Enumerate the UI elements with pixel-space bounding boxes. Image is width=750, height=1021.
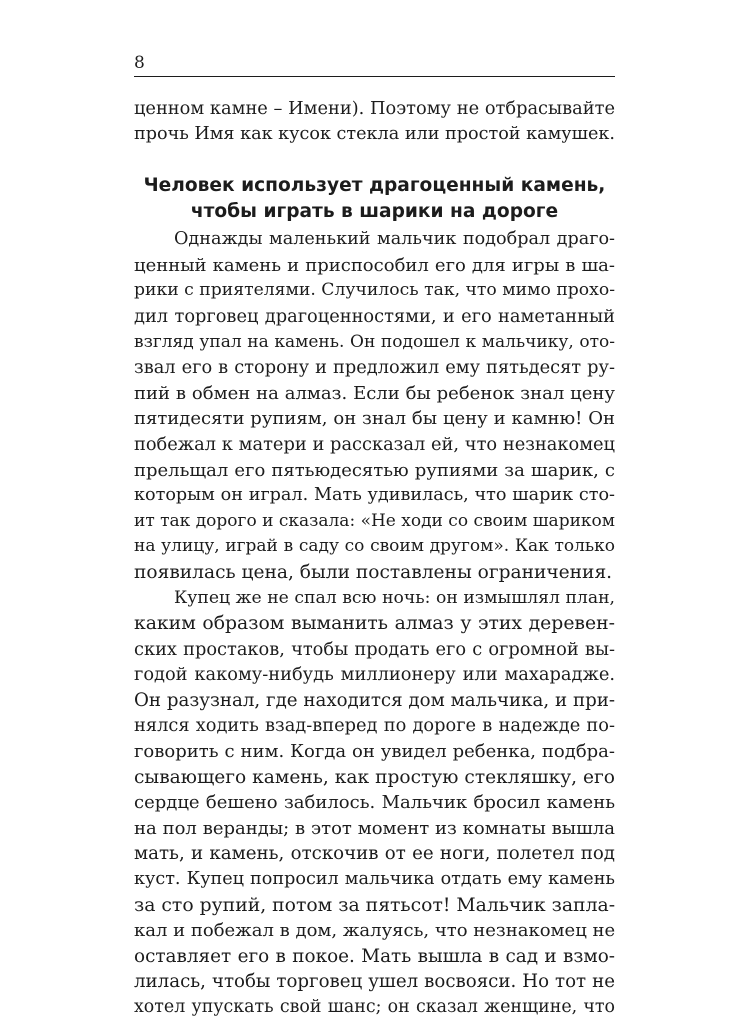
- text-line: на улицу, играй в саду со своим другом». Как только: [134, 536, 615, 557]
- paragraph-2: [134, 586, 615, 1021]
- text-line: сывающего камень, как простую стекляшку, его: [134, 766, 615, 788]
- text-line: кал и побежал в дом, жалуясь, что незнакомец не: [134, 920, 616, 942]
- text-line: оставляет его в покое. Мать вышла в сад и взмо-: [134, 945, 615, 967]
- text-line: нялся ходить взад-вперед по дороге в надежде по-: [134, 715, 615, 737]
- text-line: хотел упускать свой шанс; он сказал женщине, что: [134, 997, 615, 1017]
- paragraph-1: [134, 227, 615, 585]
- text-line: ценном камне – Имени). Поэтому не отбрасывайте: [134, 98, 615, 119]
- text-line: прочь Имя как кусок стекла или простой камушек.: [134, 123, 615, 144]
- heading-line: Человек использует драгоценный камень,: [143, 175, 606, 197]
- page-number: 8: [134, 53, 145, 73]
- text-line: ских простаков, чтобы продать его с огромной вы-: [134, 638, 615, 660]
- text-line: побежал к матери и рассказал ей, что незнакомец: [134, 433, 615, 455]
- text-line: ценный камень и приспособил его для игры в ша-: [134, 254, 615, 276]
- text-line: лилась, чтобы торговец ушел восвояси. Но тот не: [134, 971, 615, 993]
- text-line: мать, и камень, отскочив от ее ноги, полетел под: [134, 843, 615, 865]
- text-line: за сто рупий, потом за пятьсот! Мальчик запла-: [134, 894, 616, 916]
- text-line: Купец же не спал всю ночь: он измышлял план,: [174, 587, 615, 608]
- text-line: годой какому-нибудь миллионеру или махарадже.: [134, 664, 615, 686]
- text-line: Он разузнал, где находится дом мальчика, и при-: [134, 689, 615, 711]
- body-text: [134, 96, 615, 1021]
- text-line: говорить с ним. Когда он увидел ребенка, подбра-: [134, 741, 615, 763]
- heading-line: чтобы играть в шарики на дороге: [190, 201, 559, 223]
- text-line: куст. Купец попросил мальчика отдать ему камень: [134, 869, 615, 890]
- text-line: пий в обмен на алмаз. Если бы ребенок знал цену: [134, 382, 615, 404]
- continuation-paragraph: [134, 96, 615, 147]
- text-line: дил торговец драгоценностями, и его наметанный: [134, 305, 615, 327]
- text-line: рики с приятелями. Случилось так, что мимо прохо-: [134, 280, 615, 301]
- text-line: прельщал его пятьюдесятью рупиями за шарик, с: [134, 459, 615, 481]
- text-line: пятидесяти рупиям, он знал бы цену и камню! Он: [134, 408, 615, 430]
- text-line: на пол веранды; в этот момент из комнаты вышла: [134, 817, 615, 839]
- text-line: каким образом выманить алмаз у этих деревен-: [134, 613, 615, 635]
- text-line: Однажды маленький мальчик подобрал драго-: [174, 229, 615, 250]
- text-line: ит так дорого и сказала: «Не ходи со своим шариком: [134, 510, 615, 531]
- text-line: появилась цена, были поставлены ограничения.: [134, 561, 613, 583]
- section-heading: [134, 173, 615, 225]
- text-line: взгляд упал на камень. Он подошел к мальчику, ото-: [134, 331, 615, 352]
- text-line: которым он играл. Мать удивилась, что шарик сто-: [134, 485, 615, 506]
- header-rule: [134, 76, 615, 77]
- text-line: сердце бешено забилось. Мальчик бросил камень: [134, 792, 615, 814]
- text-line: звал его в сторону и предложил ему пятьдесят ру-: [134, 357, 615, 379]
